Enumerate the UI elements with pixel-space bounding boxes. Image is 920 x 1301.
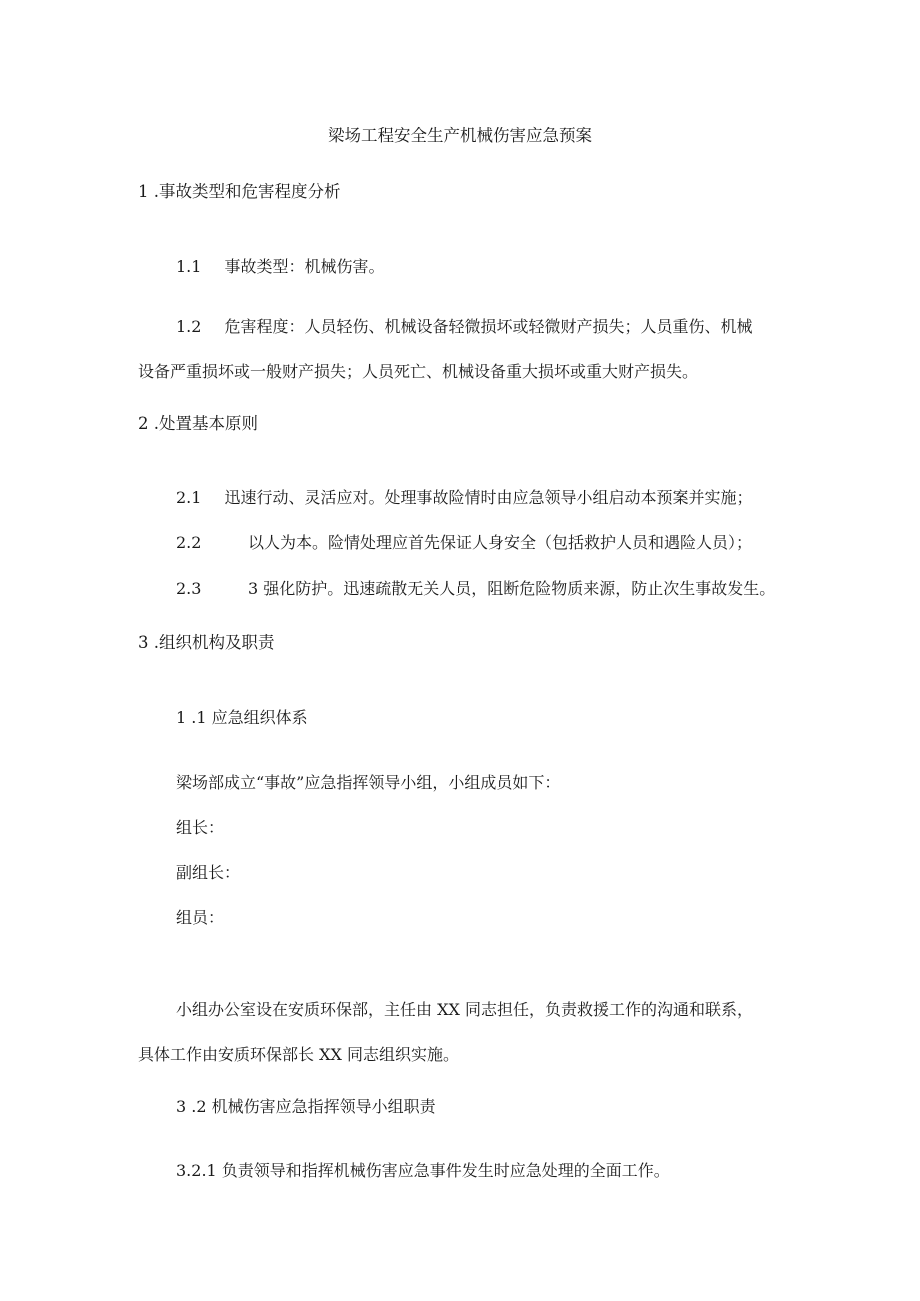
section-3-heading: 3 .组织机构及职责 — [138, 633, 275, 652]
item-2-3 — [176, 579, 776, 599]
item-1-1-text: 事故类型：机械伤害。 — [224, 257, 385, 276]
subsection-3-1-paragraph: 梁场部成立“事故”应急指挥领导小组，小组成员如下： — [176, 773, 561, 792]
item-3-2-1: 3.2.1 负责领导和指挥机械伤害应急事件发生时应急处理的全面工作。 — [176, 1161, 670, 1180]
item-2-3-text: 3 强化防护。迅速疏散无关人员，阻断危险物质来源，防止次生事故发生。 — [248, 579, 776, 598]
item-1-1-number: 1.1 — [176, 257, 202, 276]
team-members-label: 组员： — [176, 908, 225, 927]
item-2-1 — [176, 488, 753, 508]
section-1-heading: 1 .事故类型和危害程度分析 — [138, 182, 341, 201]
office-paragraph-line-2: 具体工作由安质环保部长 XX 同志组织实施。 — [138, 1045, 459, 1064]
section-2-heading: 2 .处置基本原则 — [138, 414, 258, 433]
item-1-2-number: 1.2 — [176, 317, 202, 336]
item-2-2-number: 2.2 — [176, 533, 202, 552]
item-2-2-text: 以人为本。险情处理应首先保证人身安全（包括救护人员和遇险人员）； — [248, 533, 753, 552]
team-leader-label: 组长： — [176, 818, 225, 837]
item-1-2-continuation: 设备严重损坏或一般财产损失；人员死亡、机械设备重大损坏或重大财产损失。 — [138, 362, 699, 381]
subsection-3-1-heading: 1 .1 应急组织体系 — [176, 708, 308, 727]
item-1-1 — [176, 257, 385, 277]
item-2-3-number: 2.3 — [176, 579, 202, 598]
item-1-2-text: 危害程度：人员轻伤、机械设备轻微损坏或轻微财产损失；人员重伤、机械 — [224, 317, 753, 336]
item-2-1-text: 迅速行动、灵活应对。处理事故险情时由应急领导小组启动本预案并实施； — [224, 488, 753, 507]
subsection-3-2-heading: 3 .2 机械伤害应急指挥领导小组职责 — [176, 1097, 436, 1116]
item-1-2 — [176, 317, 753, 337]
item-2-1-number: 2.1 — [176, 488, 202, 507]
document-title: 梁场工程安全生产机械伤害应急预案 — [328, 126, 592, 145]
office-paragraph-line-1: 小组办公室设在安质环保部，主任由 XX 同志担任，负责救援工作的沟通和联系， — [176, 1000, 753, 1019]
team-vice-leader-label: 副组长： — [176, 863, 241, 882]
item-2-2 — [176, 533, 753, 553]
